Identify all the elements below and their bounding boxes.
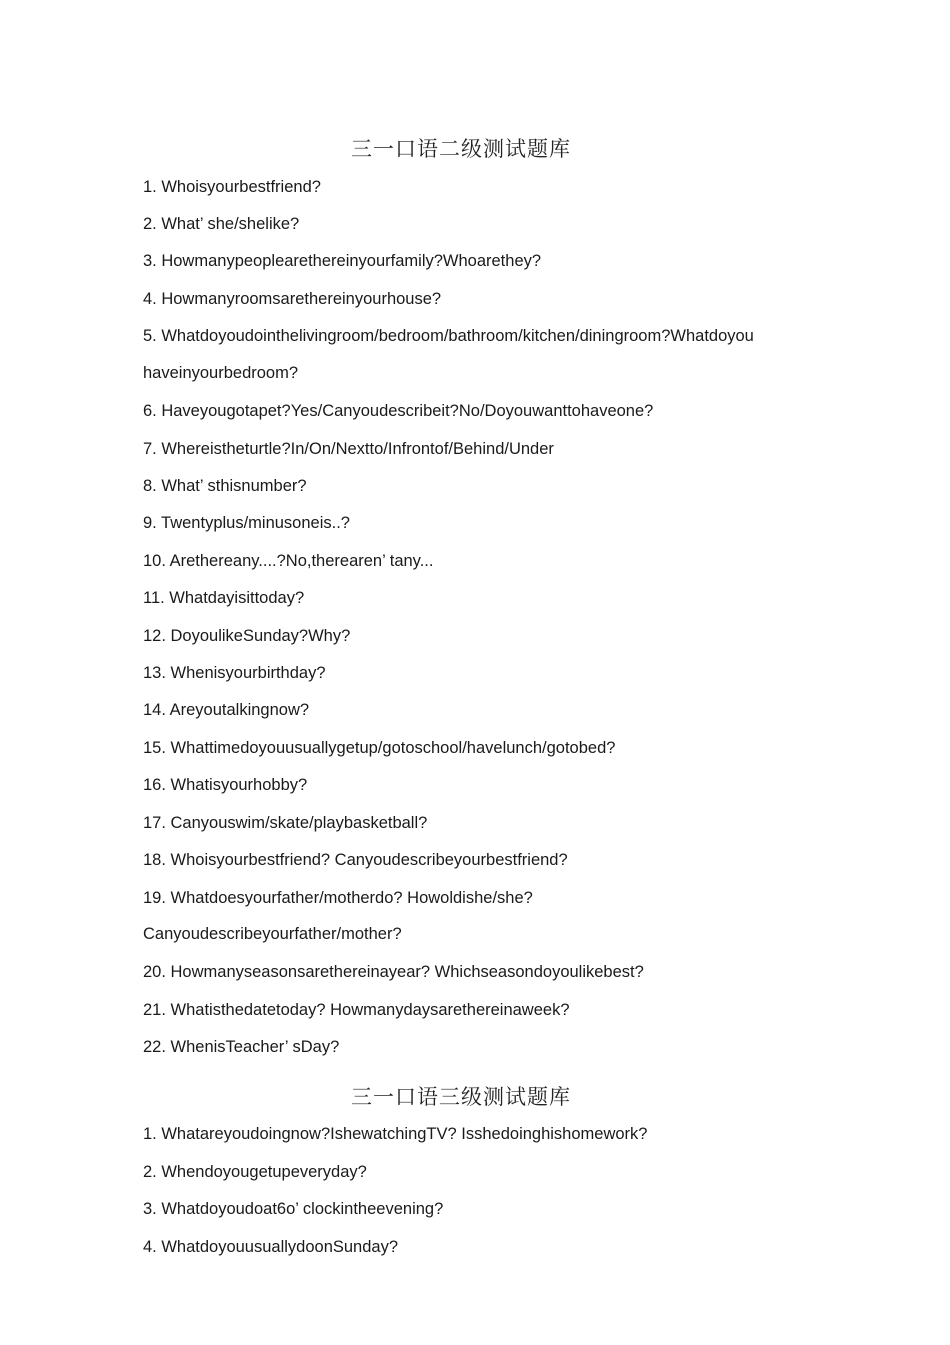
- question-item: 17. Canyouswim/skate/playbasketball?: [143, 814, 428, 832]
- question-item: 1. Whoisyourbestfriend?: [143, 178, 321, 196]
- question-item: 3. Whatdoyoudoat6o’ clockintheevening?: [143, 1200, 444, 1218]
- section-title-level-3: 三一口语三级测试题库: [351, 1085, 571, 1109]
- question-item-continuation: Canyoudescribeyourfather/mother?: [143, 925, 402, 943]
- question-item: 1. Whatareyoudoingnow?IshewatchingTV? Isshedoinghishomework?: [143, 1125, 648, 1143]
- question-item: 5. Whatdoyoudointhelivingroom/bedroom/bathroom/kitchen/diningroom?Whatdoyou: [143, 327, 754, 345]
- question-item: 8. What’ sthisnumber?: [143, 477, 307, 495]
- question-item: 18. Whoisyourbestfriend? Canyoudescribeyourbestfriend?: [143, 851, 568, 869]
- question-item: 6. Haveyougotapet?Yes/Canyoudescribeit?No/Doyouwanttohaveone?: [143, 402, 654, 420]
- question-item: 10. Arethereany....?No,therearen’ tany...: [143, 552, 434, 570]
- question-item: 16. Whatisyourhobby?: [143, 776, 308, 794]
- question-item: 7. Whereistheturtle?In/On/Nextto/Infrontof/Behind/Under: [143, 440, 554, 458]
- question-item: 21. Whatisthedatetoday? Howmanydaysarethereinaweek?: [143, 1001, 570, 1019]
- question-item: 9. Twentyplus/minusoneis..?: [143, 514, 350, 532]
- question-item: 4. Howmanyroomsarethereinyourhouse?: [143, 290, 442, 308]
- question-item: 14. Areyoutalkingnow?: [143, 701, 310, 719]
- question-item: 3. Howmanypeoplearethereinyourfamily?Whoarethey?: [143, 252, 542, 270]
- question-item: 22. WhenisTeacher’ sDay?: [143, 1038, 340, 1056]
- question-item: 13. Whenisyourbirthday?: [143, 664, 326, 682]
- question-item: 2. Whendoyougetupeveryday?: [143, 1163, 367, 1181]
- question-item: 15. Whattimedoyouusuallygetup/gotoschool/havelunch/gotobed?: [143, 739, 616, 757]
- question-item: 19. Whatdoesyourfather/motherdo? Howoldishe/she?: [143, 889, 533, 907]
- question-item: 11. Whatdayisittoday?: [143, 589, 305, 607]
- question-item: 12. DoyoulikeSunday?Why?: [143, 627, 351, 645]
- question-item: 2. What’ she/shelike?: [143, 215, 300, 233]
- question-item-continuation: haveinyourbedroom?: [143, 364, 299, 382]
- section-title-level-2: 三一口语二级测试题库: [351, 137, 571, 161]
- question-item: 20. Howmanyseasonsarethereinayear? Whichseasondoyoulikebest?: [143, 963, 644, 981]
- question-item: 4. WhatdoyouusuallydoonSunday?: [143, 1238, 399, 1256]
